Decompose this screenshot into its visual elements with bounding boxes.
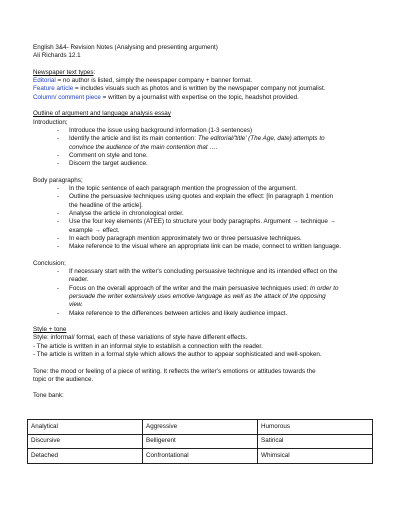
table-row — [28, 449, 373, 464]
author-line: Ali Richards 12.1 — [33, 52, 81, 60]
definition-text: = written by a journalist with expertise on the topic, headshot provided. — [100, 93, 299, 101]
list-item — [33, 285, 378, 310]
item-text: Focus on the overall approach of the writer and the main persuasive techniques used: — [69, 284, 310, 292]
table-row — [28, 434, 373, 449]
notes-body — [33, 44, 378, 401]
style-line: - The article is written in an informal style to establish a connection with the reader. — [33, 342, 263, 350]
list-item: - Introduce the issue using background information (1-3 sentences) — [33, 127, 378, 135]
introduction-list — [33, 127, 378, 168]
table-cell: Humorous — [258, 420, 373, 435]
list-item: - In each body paragraph mention approximately two or three persuasive techniques. — [33, 235, 378, 243]
term-editorial: Editorial — [33, 77, 56, 85]
table-cell: Aggressive — [143, 420, 258, 435]
item-text: reader. — [69, 276, 89, 284]
definition-text: = no author is listed, simply the newspaper company + banner format. — [55, 77, 253, 85]
table-cell: Discursive — [28, 434, 143, 449]
tone-bank-label: Tone bank: — [33, 392, 64, 400]
table-cell: Analytical — [28, 420, 143, 435]
tone-definition-line: Tone: the mood or feeling of a piece of writing. It reflects the writer's emotions or attitudes towards the — [33, 367, 316, 375]
body-paragraphs-list — [33, 185, 378, 251]
item-italic-text: The editorial/'title' (The Age, date) attempts to — [197, 135, 325, 143]
list-item: - Make reference to the visual where an appropriate link can be made, connect to written language. — [33, 243, 378, 251]
outline-heading: Outline of argument and language analysis essay — [33, 110, 171, 118]
table-cell: Satirical — [258, 434, 373, 449]
term-column: Column/ comment piece — [33, 93, 101, 101]
list-item — [33, 268, 378, 285]
body-paragraphs-label: Body paragraphs; — [33, 176, 83, 184]
table-cell: Belligerent — [143, 434, 258, 449]
newspaper-heading-text: Newspaper text types — [33, 68, 94, 76]
newspaper-section-heading — [33, 69, 378, 77]
definition-editorial — [33, 77, 378, 85]
style-line: Style: informal/ formal, each of these variations of style have different effects. — [33, 334, 248, 342]
item-italic-text: persuade the writer extensively uses emotive language as well as the attack of the opposing — [69, 292, 326, 300]
table-cell: Confrontational — [143, 449, 258, 464]
table-row — [28, 420, 373, 435]
list-item: - In the topic sentence of each paragraph mention the progression of the argument. — [33, 185, 378, 193]
style-tone-heading: Style + tone — [33, 326, 67, 334]
item-text: Use the four key elements (ATEE) to structure your body paragraphs. Argument → technique → — [69, 218, 336, 226]
item-italic-text: convince the audience of the main contention that …. — [69, 143, 218, 151]
item-text: the headline of the article]. — [69, 201, 143, 209]
tone-definition-line: topic or the audience. — [33, 375, 94, 383]
list-item — [33, 218, 378, 235]
item-text: Identify the article and list its main contention: — [69, 135, 198, 143]
document-title: English 3&4- Revision Notes (Analysing and presenting argument) — [33, 44, 218, 51]
item-italic-text: In order to — [309, 284, 339, 292]
list-item: - Analyse the article in chronological order. — [33, 210, 378, 218]
list-item — [33, 135, 378, 152]
item-italic-text: view. — [69, 301, 83, 309]
term-feature-article: Feature article — [33, 85, 74, 93]
tone-bank-table — [27, 419, 373, 464]
table-cell: Detached — [28, 449, 143, 464]
conclusion-list — [33, 268, 378, 318]
newspaper-heading-colon: : — [93, 68, 96, 76]
introduction-label: Introduction; — [33, 118, 68, 126]
definition-text: = includes visuals such as photos and is written by the newspaper company not journalist. — [73, 85, 326, 93]
list-item: - Make reference to the differences between articles and likely audience impact. — [33, 310, 378, 318]
item-text: Outline the persuasive techniques using quotes and explain the effect: [In paragraph 1 mention — [69, 193, 334, 201]
table-cell: Whimsical — [258, 449, 373, 464]
item-text: If necessary start with the writer's concluding persuasive technique and its intended effect on the — [69, 268, 338, 276]
definition-feature-article — [33, 85, 378, 93]
definition-column — [33, 94, 378, 102]
list-item — [33, 193, 378, 210]
list-item: - Comment on style and tone. — [33, 152, 378, 160]
style-line: - The article is written in a formal style which allows the author to appear sophisticated and well-spoken. — [33, 350, 322, 358]
conclusion-label: Conclusion; — [33, 259, 66, 267]
list-item: - Discern the target audience. — [33, 160, 378, 168]
item-text: example → effect. — [69, 226, 120, 234]
